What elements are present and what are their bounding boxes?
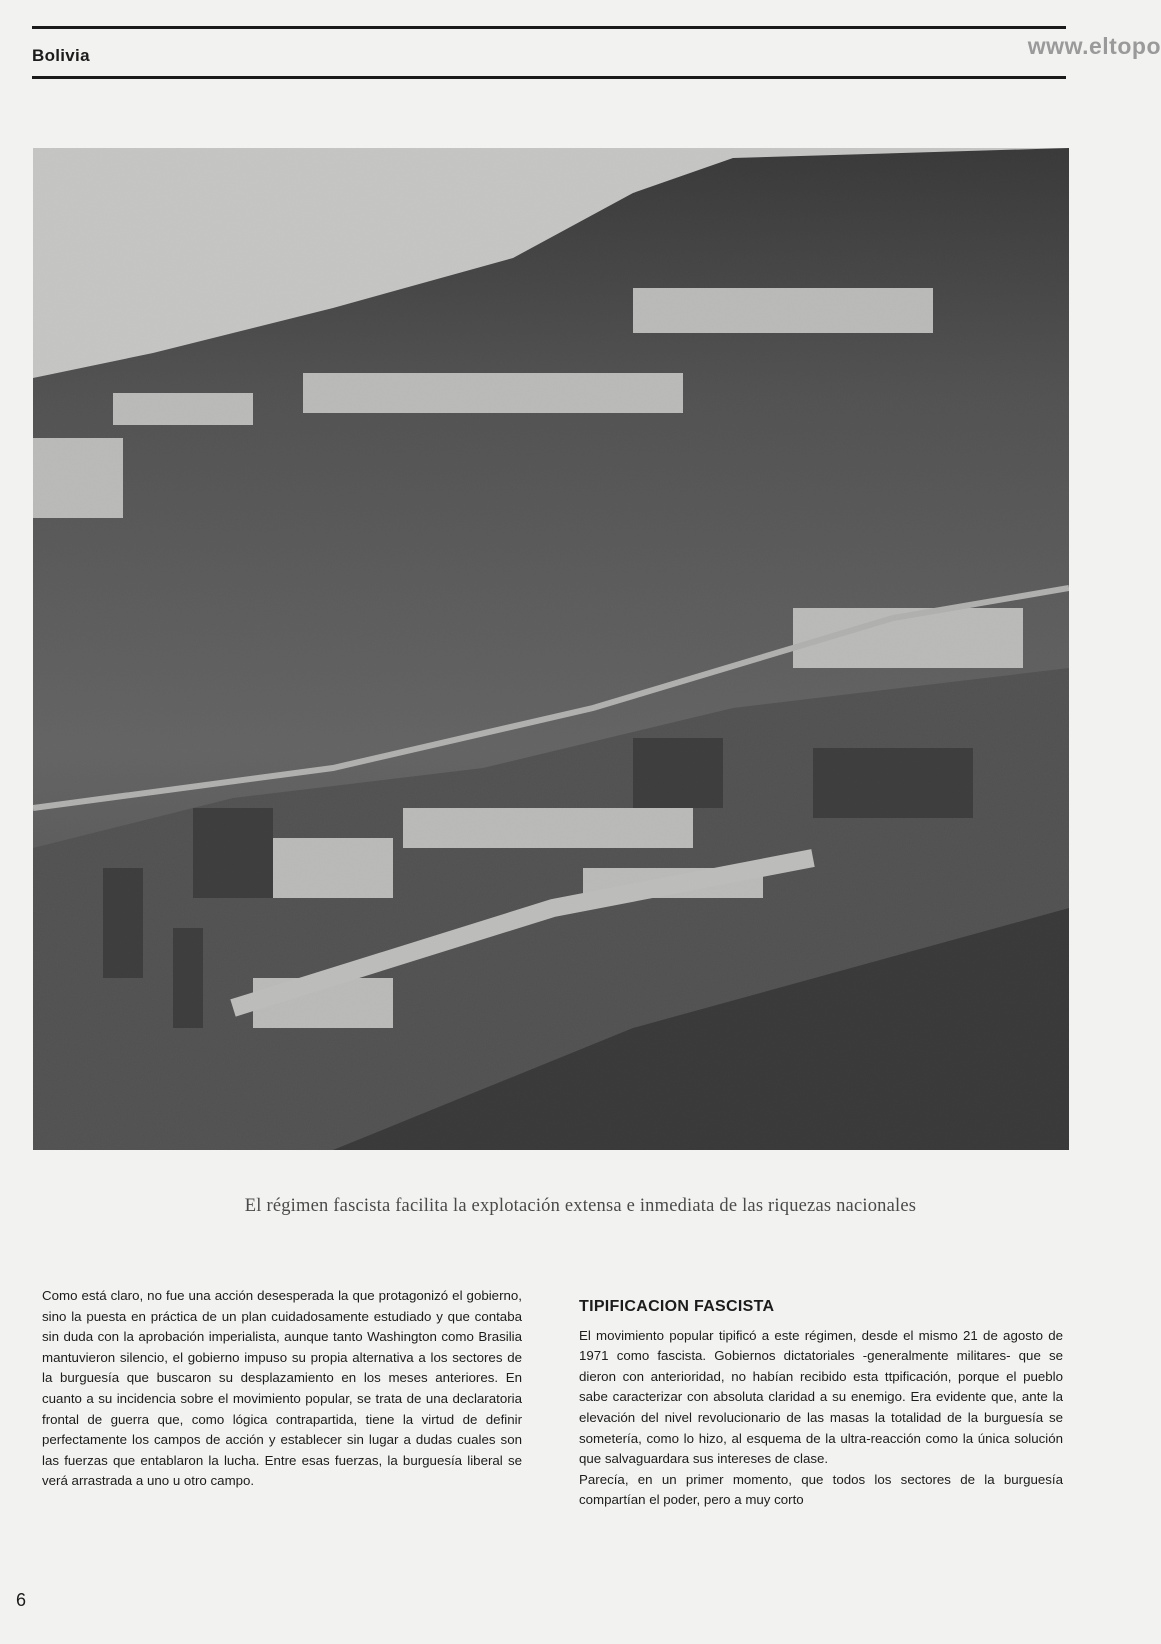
right-paragraph-2: Parecía, en un primer momento, que todos los sectores de la burguesía compartían el poder, pero a muy corto xyxy=(579,1471,1063,1508)
page-number: 6 xyxy=(16,1590,27,1610)
header-rule-top xyxy=(32,26,1066,29)
photo-caption: El régimen fascista facilita la explotación extensa e inmediata de las riquezas nacionales xyxy=(244,1196,917,1216)
section-label: Bolivia xyxy=(32,46,90,65)
header-rule-bottom xyxy=(32,76,1066,79)
mining-town-photo xyxy=(33,148,1069,1150)
watermark-url: www.eltopo xyxy=(1027,33,1161,59)
section-heading: TIPIFICACION FASCISTA xyxy=(579,1298,775,1315)
right-paragraph-1: El movimiento popular tipificó a este régimen, desde el mismo 21 de agosto de 1971 como fascista. Gobiernos dictatoriales -generalmente militares- que se dieron con anterioridad, no habían recibido esta ttpificación, porque el pueblo sabe caracterizar con absoluta claridad a su enemigo. Era evidente que, ante la elevación del nivel revolucionario de las masas la totalidad de la burguesía se sometería, como lo hizo, al esquema de la ultra-reacción como la única solución que salvaguardara sus intereses de clase. xyxy=(579,1327,1063,1467)
left-column-text: Como está claro, no fue una acción desesperada la que protagonizó el gobierno, sino la puesta en práctica de un plan cuidadosamente estudiado y que contaba sin duda con la aprobación imperialista, aunque tanto Washington como Brasilia mantuvieron silencio, el gobierno impuso su propia alternativa a los sectores de la burguesía que buscaron su desplazamiento en los meses anteriores. En cuanto a su incidencia sobre el movimiento popular, se trata de una declaratoria frontal de guerra que, como lógica contrapartida, tiene la virtud de definir perfectamente los campos de acción y establecer sin lugar a dudas cuales son las fuerzas que entablaron la lucha. Entre esas fuerzas, la burguesía liberal se verá arrastrada a uno u otro campo. xyxy=(42,1288,522,1489)
right-column xyxy=(579,1297,1063,1511)
